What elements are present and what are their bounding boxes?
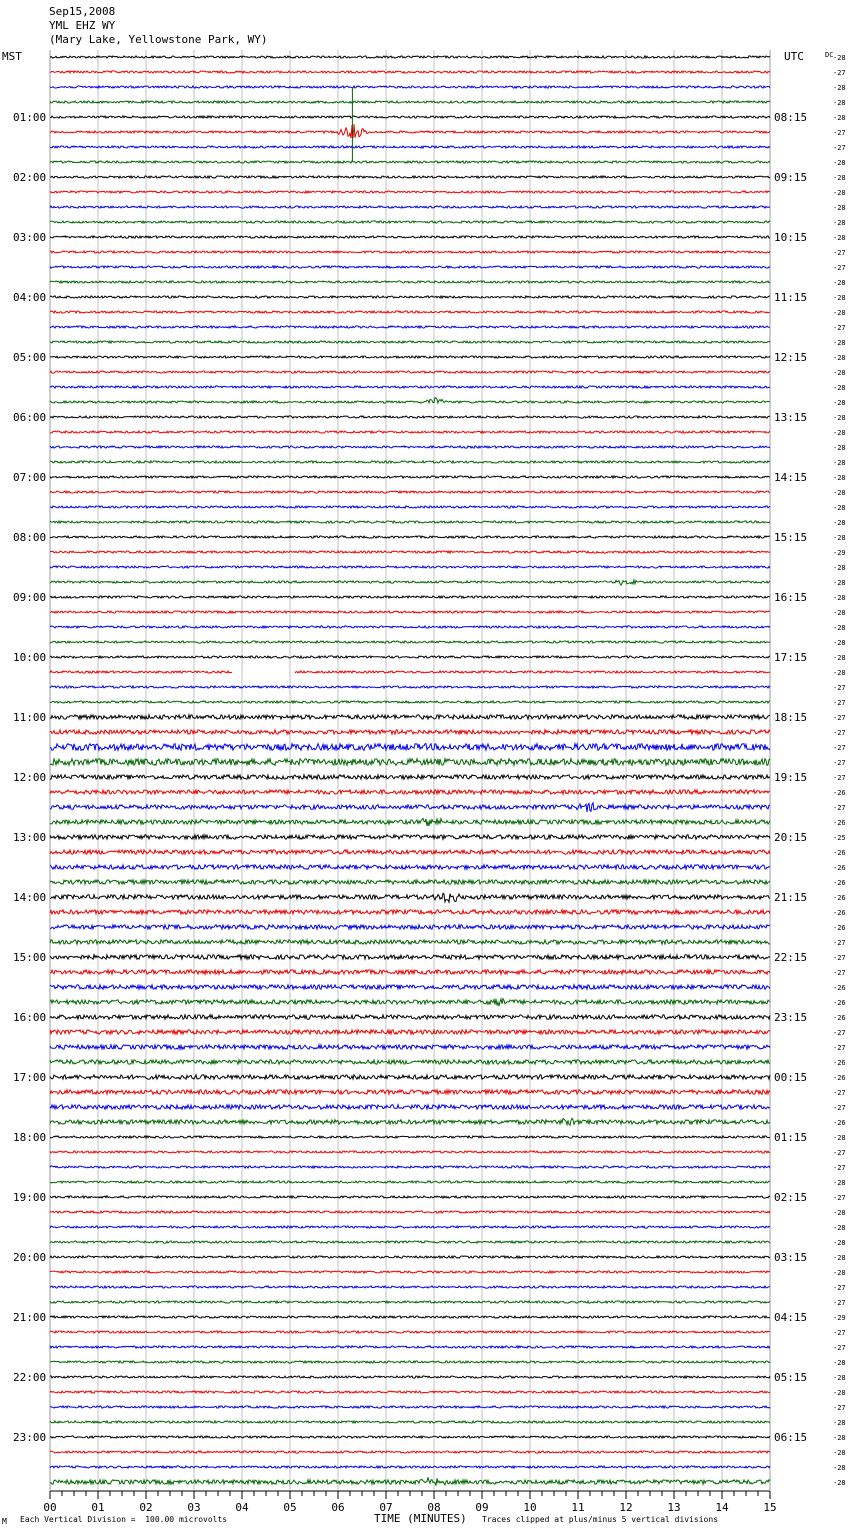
right-hour-label-11: 18:15 [774,711,808,724]
trace-row-21 [50,371,770,373]
x-axis [43,1491,776,1514]
dc-offset-row-53: -26 [833,849,846,857]
dc-offset-row-59: -27 [833,939,846,947]
dc-offset-row-89: -28 [833,1389,846,1397]
left-hour-label-15: 15:00 [13,951,47,964]
dc-offset-row-31: -28 [833,519,846,527]
left-hour-label-3: 03:00 [13,231,47,244]
x-tick-label-6: 06 [331,1501,345,1514]
left-hour-label-5: 05:00 [13,351,47,364]
corner-mark: M [2,1517,7,1526]
trace-row-42 [50,686,770,688]
x-tick-label-3: 03 [187,1501,201,1514]
trace-row-28 [50,476,770,478]
right-hour-label-20: 03:15 [774,1251,808,1264]
x-tick-label-12: 12 [619,1501,633,1514]
dc-offset-row-62: -26 [833,984,846,992]
left-hour-label-9: 09:00 [13,591,47,604]
trace-row-90 [50,1406,770,1408]
right-hour-label-23: 06:15 [774,1431,808,1444]
trace-row-95 [50,1477,770,1485]
dc-offset-row-45: -27 [833,729,846,737]
trace-row-11 [50,221,770,223]
dc-offset-row-79: -28 [833,1239,846,1247]
trace-row-70 [50,1105,770,1109]
trace-row-31 [50,521,770,523]
dc-offset-row-63: -26 [833,999,846,1007]
trace-row-43 [50,701,770,703]
trace-row-67 [50,1060,770,1064]
dc-offset-row-2: -28 [833,84,846,92]
trace-row-8 [50,176,770,178]
dc-offset-row-36: -28 [833,594,846,602]
x-tick-label-5: 05 [283,1501,297,1514]
trace-row-45 [50,730,770,734]
trace-row-25 [50,431,770,433]
dc-offset-row-19: -28 [833,339,846,347]
left-hour-label-6: 06:00 [13,411,47,424]
trace-row-10 [50,206,770,208]
dc-offset-row-8: -28 [833,174,846,182]
trace-row-88 [50,1376,770,1378]
trace-row-80 [50,1256,770,1258]
trace-row-29 [50,491,770,493]
trace-row-35 [50,580,770,585]
dc-offset-row-44: -27 [833,714,846,722]
trace-row-24 [50,416,770,418]
trace-row-50 [50,803,770,812]
trace-row-4 [50,116,770,118]
trace-row-64 [50,1015,770,1019]
dc-offset-row-54: -26 [833,864,846,872]
dc-offset-row-67: -26 [833,1059,846,1067]
dc-offset-row-93: -28 [833,1449,846,1457]
dc-offset-row-11: -28 [833,219,846,227]
dc-offset-row-95: -28 [833,1479,846,1487]
dc-offset-row-33: -29 [833,549,846,557]
trace-row-38 [50,626,770,628]
dc-offset-row-20: -28 [833,354,846,362]
left-hour-label-14: 14:00 [13,891,47,904]
x-tick-label-2: 02 [139,1501,153,1514]
trace-row-78 [50,1226,770,1228]
dc-offset-row-50: -27 [833,804,846,812]
trace-row-63 [50,999,770,1007]
dc-offset-row-9: -28 [833,189,846,197]
dc-offset-row-87: -28 [833,1359,846,1367]
dc-offset-row-26: -28 [833,444,846,452]
right-hour-label-18: 01:15 [774,1131,808,1144]
dc-offset-row-21: -28 [833,369,846,377]
trace-row-84 [50,1316,770,1318]
dc-offset-row-66: -27 [833,1044,846,1052]
dc-offset-row-56: -26 [833,894,846,902]
left-hour-label-21: 21:00 [13,1311,47,1324]
dc-offset-row-30: -28 [833,504,846,512]
right-hour-label-6: 13:15 [774,411,808,424]
dc-offset-row-49: -26 [833,789,846,797]
dc-offset-row-39: -28 [833,639,846,647]
right-hour-label-17: 00:15 [774,1071,808,1084]
x-tick-label-11: 11 [571,1501,585,1514]
trace-row-72 [50,1136,770,1138]
dc-offset-row-27: -28 [833,459,846,467]
trace-row-20 [50,356,770,358]
dc-offset-row-90: -27 [833,1404,846,1412]
dc-offset-row-85: -27 [833,1329,846,1337]
utc-axis-title: UTC [784,50,804,63]
trace-row-22 [50,386,770,388]
trace-row-85 [50,1331,770,1333]
x-tick-label-14: 14 [715,1501,729,1514]
x-axis-title: TIME (MINUTES) [374,1512,467,1525]
x-tick-label-13: 13 [667,1501,681,1514]
dc-offset-row-52: -25 [833,834,846,842]
dc-offset-row-42: -27 [833,684,846,692]
trace-row-89 [50,1391,770,1393]
trace-row-2 [50,86,770,88]
trace-row-37 [50,611,770,613]
x-tick-label-8: 08 [427,1501,441,1514]
left-hour-label-4: 04:00 [13,291,47,304]
trace-row-17 [50,311,770,313]
trace-row-61 [50,970,770,974]
trace-row-6 [50,146,770,148]
trace-row-12 [50,236,770,238]
right-hour-label-14: 21:15 [774,891,808,904]
dc-offset-row-78: -28 [833,1224,846,1232]
dc-offset-row-46: -27 [833,744,846,752]
right-hour-label-21: 04:15 [774,1311,808,1324]
right-hour-label-4: 11:15 [774,291,808,304]
trace-row-32 [50,536,770,538]
trace-row-27 [50,461,770,463]
trace-row-26 [50,446,770,448]
right-hour-label-1: 08:15 [774,111,808,124]
dc-offset-row-86: -27 [833,1344,846,1352]
trace-row-3 [50,101,770,103]
trace-row-41 [50,671,770,673]
dc-offset-row-71: -26 [833,1119,846,1127]
trace-row-30 [50,506,770,508]
trace-row-18 [50,326,770,328]
dc-offset-row-72: -28 [833,1134,846,1142]
dc-offset-row-77: -28 [833,1209,846,1217]
dc-offset-row-43: -27 [833,699,846,707]
dc-offset-row-25: -28 [833,429,846,437]
dc-offset-row-82: -27 [833,1284,846,1292]
trace-row-19 [50,341,770,343]
trace-row-87 [50,1361,770,1363]
right-hour-label-13: 20:15 [774,831,808,844]
mst-axis-title: MST [2,50,22,63]
left-hour-label-18: 18:00 [13,1131,47,1144]
dc-offset-row-6: -27 [833,144,846,152]
left-hour-label-20: 20:00 [13,1251,47,1264]
dc-offset-row-57: -26 [833,909,846,917]
dc-offset-row-12: -28 [833,234,846,242]
trace-row-48 [50,775,770,779]
dc-offset-row-83: -27 [833,1299,846,1307]
dc-offset-row-84: -29 [833,1314,846,1322]
x-tick-label-1: 01 [91,1501,105,1514]
dc-offset-row-70: -27 [833,1104,846,1112]
trace-row-5 [50,124,770,138]
trace-row-23 [50,398,770,404]
dc-offset-row-74: -27 [833,1164,846,1172]
right-hour-label-10: 17:15 [774,651,808,664]
trace-row-51 [50,818,770,826]
seismic-traces [50,56,770,1486]
dc-offset-row-23: -28 [833,399,846,407]
trace-row-53 [50,850,770,854]
dc-offset-row-3: -28 [833,99,846,107]
dc-offset-row-18: -27 [833,324,846,332]
station-location: (Mary Lake, Yellowstone Park, WY) [49,33,268,46]
trace-row-0 [50,56,770,58]
trace-row-77 [50,1211,770,1213]
dc-offset-row-73: -27 [833,1149,846,1157]
dc-offset-row-60: -27 [833,954,846,962]
dc-offset-row-51: -26 [833,819,846,827]
dc-offset-row-69: -27 [833,1089,846,1097]
dc-offset-row-7: -28 [833,159,846,167]
trace-row-54 [50,865,770,869]
trace-row-16 [50,296,770,298]
left-hour-label-7: 07:00 [13,471,47,484]
trace-row-44 [50,715,770,719]
dc-offset-row-65: -27 [833,1029,846,1037]
left-hour-label-12: 12:00 [13,771,47,784]
dc-offset-row-34: -28 [833,564,846,572]
trace-row-92 [50,1436,770,1438]
right-hour-label-3: 10:15 [774,231,808,244]
trace-row-49 [50,790,770,794]
trace-row-46 [50,744,770,751]
trace-row-56 [50,893,770,902]
trace-row-68 [50,1075,770,1079]
trace-row-47 [50,759,770,766]
dc-offset-row-58: -26 [833,924,846,932]
trace-row-7 [50,161,770,163]
trace-row-9 [50,191,770,193]
clip-note: Traces clipped at plus/minus 5 vertical divisions [482,1515,719,1524]
trace-row-55 [50,880,770,884]
dc-title: DC [825,51,834,59]
dc-offset-row-29: -28 [833,489,846,497]
left-time-labels [13,111,46,1444]
left-hour-label-2: 02:00 [13,171,47,184]
dc-offset-row-76: -27 [833,1194,846,1202]
right-hour-label-15: 22:15 [774,951,808,964]
trace-row-74 [50,1166,770,1168]
dc-offset-row-28: -28 [833,474,846,482]
trace-row-60 [50,955,770,959]
left-hour-label-19: 19:00 [13,1191,47,1204]
dc-offset-row-91: -28 [833,1419,846,1427]
trace-row-75 [50,1181,770,1183]
right-hour-label-5: 12:15 [774,351,808,364]
trace-row-66 [50,1045,770,1049]
right-hour-label-22: 05:15 [774,1371,808,1384]
trace-row-79 [50,1241,770,1243]
dc-offset-row-68: -26 [833,1074,846,1082]
dc-offset-row-32: -28 [833,534,846,542]
trace-row-52 [50,835,770,839]
trace-row-91 [50,1421,770,1423]
dc-offset-row-75: -28 [833,1179,846,1187]
left-hour-label-13: 13:00 [13,831,47,844]
dc-offset-row-14: -27 [833,264,846,272]
dc-offset-row-80: -28 [833,1254,846,1262]
left-hour-label-22: 22:00 [13,1371,47,1384]
dc-offset-row-88: -28 [833,1374,846,1382]
x-tick-label-7: 07 [379,1501,393,1514]
dc-offset-row-35: -28 [833,579,846,587]
trace-row-1 [50,71,770,73]
dc-offset-row-4: -28 [833,114,846,122]
trace-row-86 [50,1346,770,1348]
trace-row-14 [50,266,770,268]
trace-row-71 [50,1118,770,1125]
x-tick-label-15: 15 [763,1501,777,1514]
trace-row-81 [50,1271,770,1273]
trace-row-34 [50,566,770,568]
left-hour-label-10: 10:00 [13,651,47,664]
trace-row-57 [50,910,770,914]
dc-offset-row-17: -28 [833,309,846,317]
trace-row-36 [50,596,770,598]
right-hour-label-12: 19:15 [774,771,808,784]
dc-offset-row-37: -28 [833,609,846,617]
right-hour-label-19: 02:15 [774,1191,808,1204]
trace-row-73 [50,1151,770,1153]
trace-row-39 [50,641,770,643]
trace-row-69 [50,1090,770,1094]
dc-offset-row-81: -28 [833,1269,846,1277]
dc-offset-row-55: -26 [833,879,846,887]
trace-row-40 [50,656,770,658]
x-tick-label-9: 09 [475,1501,489,1514]
x-tick-label-4: 04 [235,1501,249,1514]
left-hour-label-8: 08:00 [13,531,47,544]
right-hour-label-16: 23:15 [774,1011,808,1024]
trace-row-65 [50,1030,770,1034]
dc-offset-row-15: -28 [833,279,846,287]
left-hour-label-11: 11:00 [13,711,47,724]
right-hour-label-9: 16:15 [774,591,808,604]
dc-offset-row-92: -28 [833,1434,846,1442]
trace-row-13 [50,251,770,253]
dc-offset-row-61: -27 [833,969,846,977]
dc-offset-row-38: -28 [833,624,846,632]
dc-offset-row-1: -27 [833,69,846,77]
trace-row-62 [50,985,770,989]
x-tick-label-0: 00 [43,1501,57,1514]
right-hour-label-8: 15:15 [774,531,808,544]
trace-row-94 [50,1466,770,1468]
dc-offset-row-40: -28 [833,654,846,662]
left-hour-label-17: 17:00 [13,1071,47,1084]
trace-row-76 [50,1196,770,1198]
dc-offset-row-0: -28 [833,54,846,62]
dc-offset-row-94: -28 [833,1464,846,1472]
dc-offset-row-5: -27 [833,129,846,137]
left-hour-label-23: 23:00 [13,1431,47,1444]
dc-offset-row-13: -27 [833,249,846,257]
dc-offset-row-41: -28 [833,669,846,677]
scale-note: Each Vertical Division = 100.00 microvolts [20,1515,228,1524]
left-hour-label-16: 16:00 [13,1011,47,1024]
trace-row-83 [50,1301,770,1303]
right-hour-label-7: 14:15 [774,471,808,484]
trace-row-15 [50,281,770,283]
dc-offset-row-10: -28 [833,204,846,212]
dc-offset-row-16: -28 [833,294,846,302]
dc-offset-row-24: -28 [833,414,846,422]
trace-row-59 [50,940,770,944]
dc-offset-row-47: -27 [833,759,846,767]
plot-date: Sep15,2008 [49,5,116,18]
dc-offset-labels [833,54,846,1487]
trace-row-82 [50,1286,770,1288]
right-hour-label-2: 09:15 [774,171,808,184]
right-time-labels [774,111,807,1444]
trace-row-58 [50,925,770,929]
dc-offset-row-48: -27 [833,774,846,782]
station-code: YML EHZ WY [49,19,116,32]
trace-row-93 [50,1451,770,1453]
dc-offset-row-22: -28 [833,384,846,392]
x-tick-label-10: 10 [523,1501,537,1514]
trace-row-33 [50,551,770,553]
left-hour-label-1: 01:00 [13,111,47,124]
dc-offset-row-64: -26 [833,1014,846,1022]
